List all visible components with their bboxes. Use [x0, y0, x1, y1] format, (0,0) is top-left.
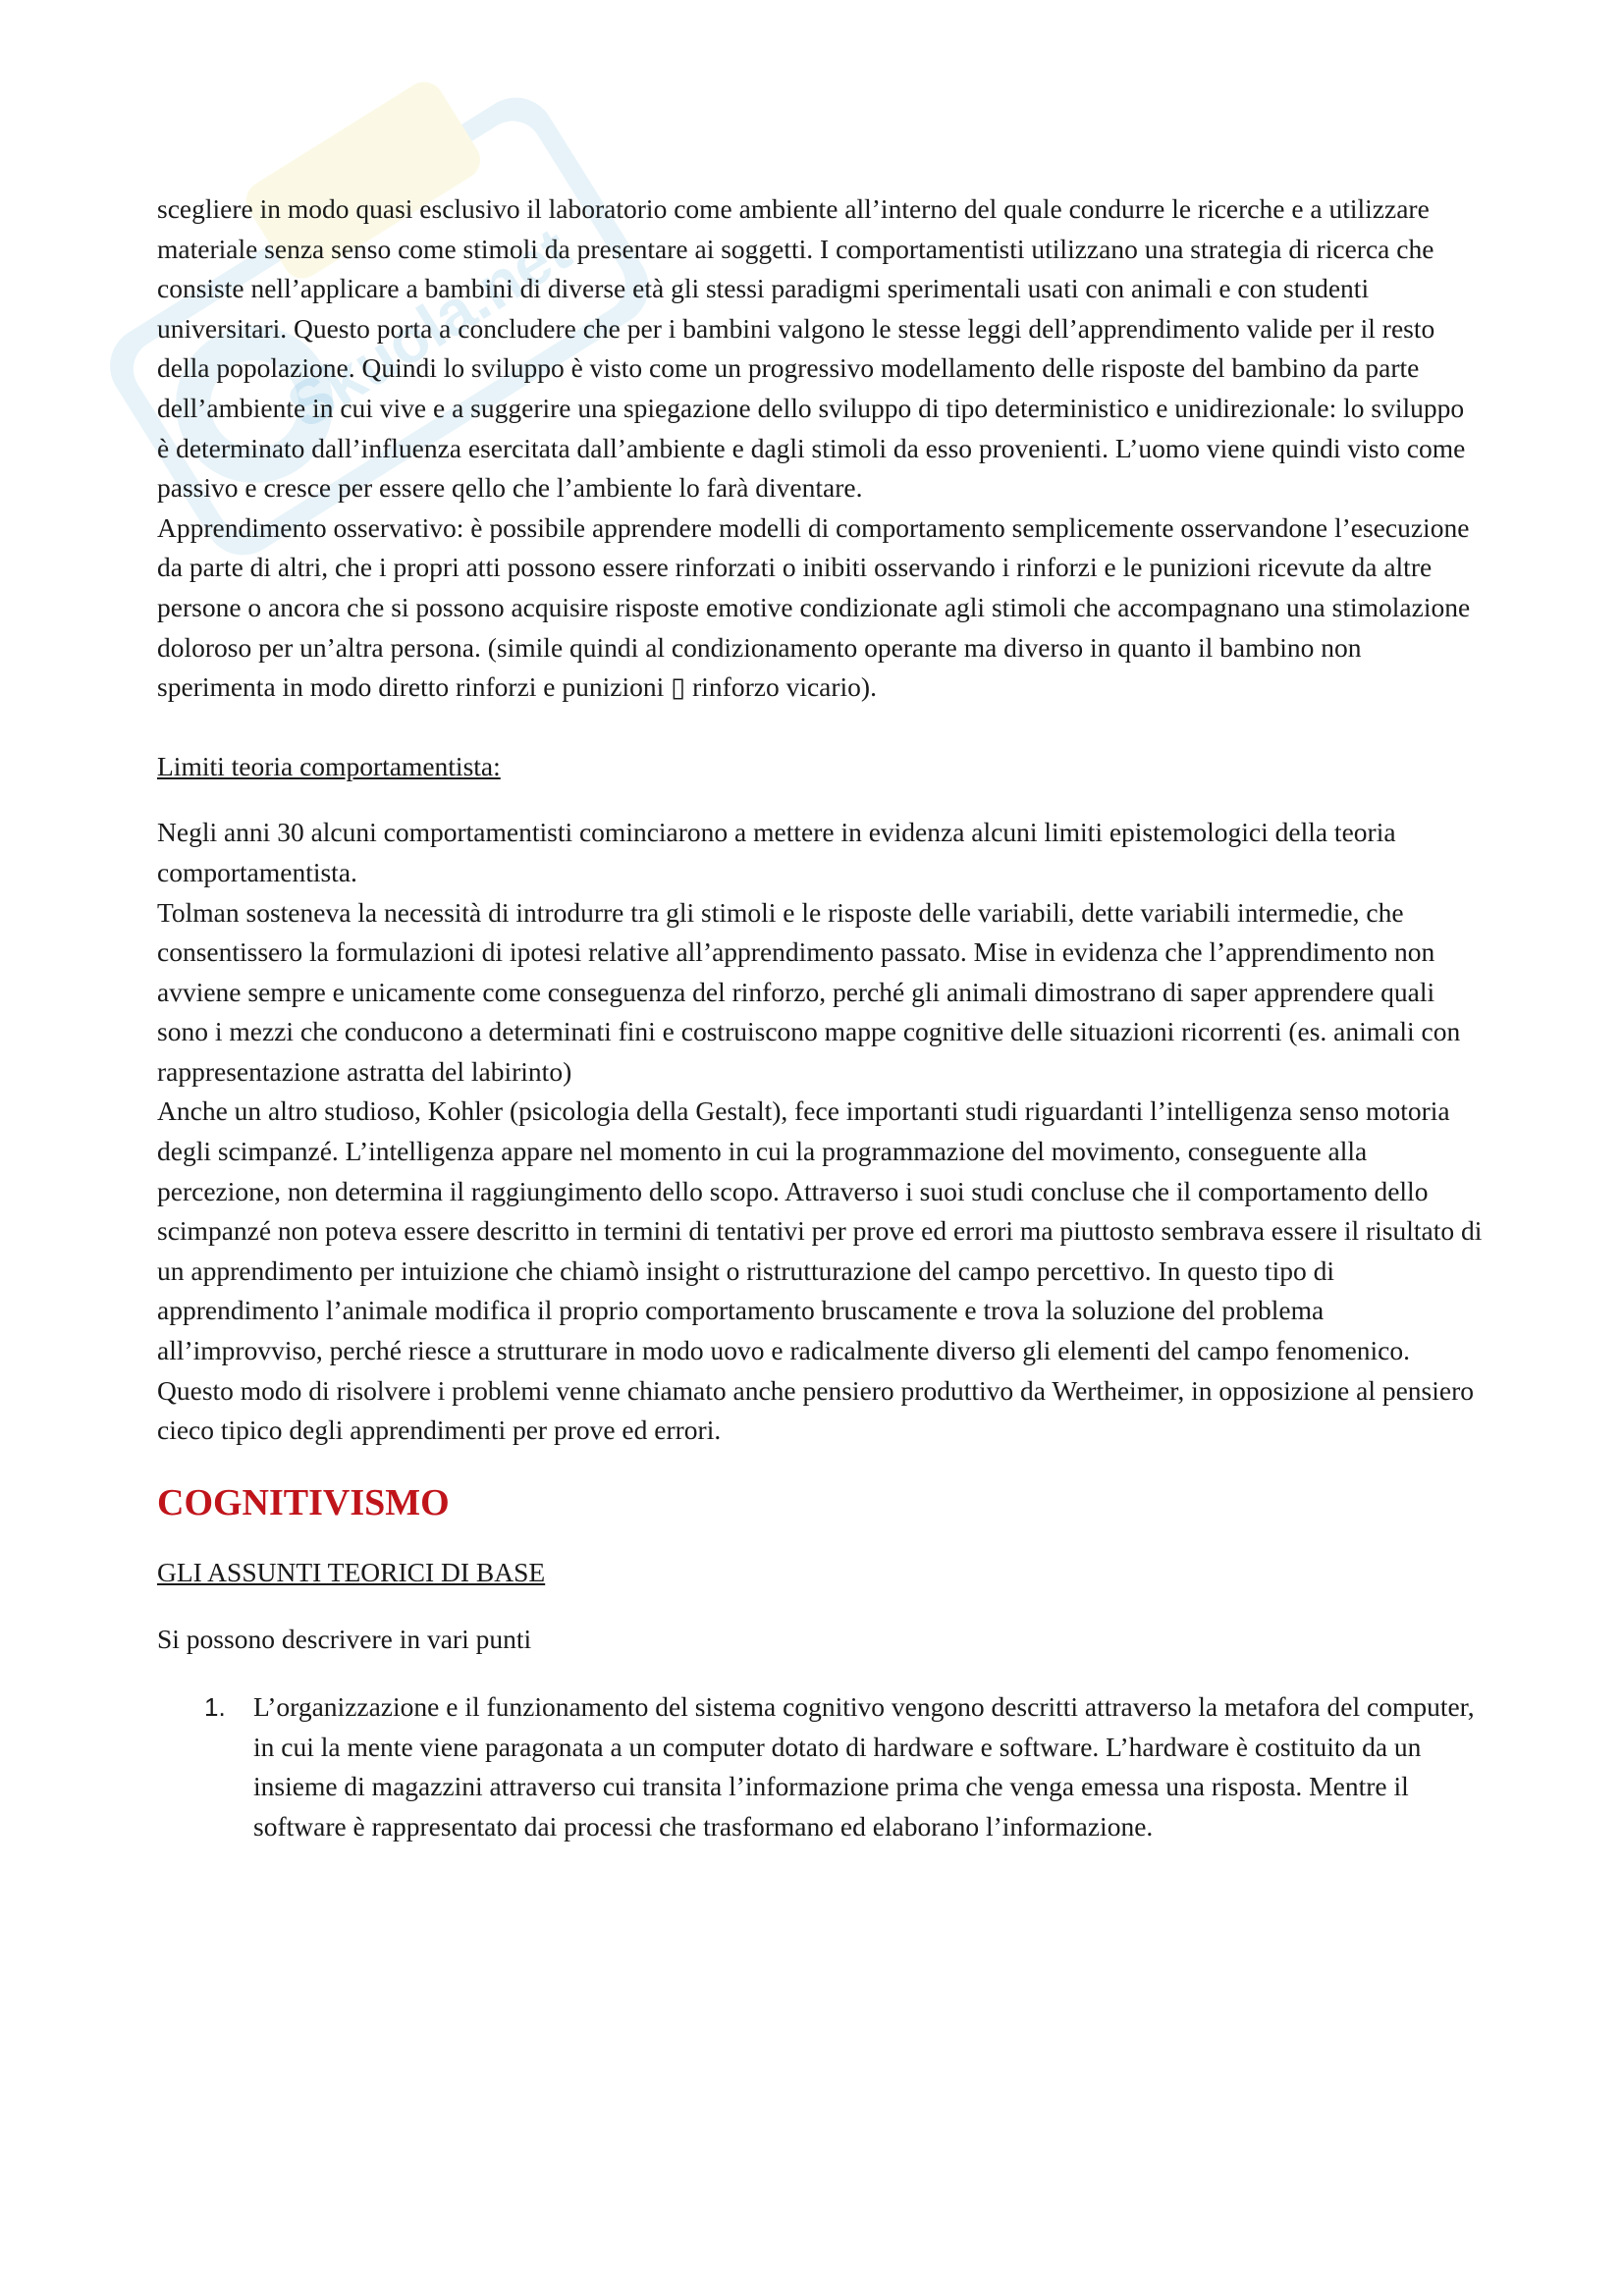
- section-title: COGNITIVISMO: [157, 1481, 450, 1523]
- sub-heading: GLI ASSUNTI TEORICI DI BASE: [157, 1556, 546, 1587]
- paragraph: scegliere in modo quasi esclusivo il laboratorio come ambiente all’interno del quale condurre le ricerche e a utilizzare materiale senza senso come stimoli da presentare ai soggetti. I comportamentisti utilizzano una strategia di ricerca che consiste nell’applicare a bambini di diverse età gli stessi paradigmi sperimentali usati con animali e con studenti universitari. Questo porta a concludere che per i bambini valgono le stesse leggi dell’apprendimento valide per il resto della popolazione. Quindi lo sviluppo è visto come un progressivo modellamento delle risposte del bambino da parte dell’ambiente in cui vive e a suggerire una spiegazione dello sviluppo di tipo deterministico e unidirezionale: lo sviluppo è determinato dall’influenza esercitata dall’ambiente e dagli stimoli da esso provenienti. L’uomo viene quindi visto come passivo e cresce per essere qello che l’ambiente lo farà diventare.: [157, 193, 1466, 504]
- watermark-text: Skuola.net: [275, 213, 582, 443]
- paragraphs-limits: [157, 813, 1483, 1451]
- paragraphs-top: [157, 189, 1483, 708]
- limits-heading: Limiti teoria comportamentista:: [157, 750, 501, 781]
- paragraph: Negli anni 30 alcuni comportamentisti cominciarono a mettere in evidenza alcuni limiti epistemologici della teoria comportamentista.: [157, 817, 1396, 887]
- list-item: [157, 1687, 1483, 1846]
- list-item-number: 1.: [204, 1692, 226, 1722]
- document-body: [157, 189, 1483, 1846]
- paragraph: Tolman sosteneva la necessità di introdurre tra gli stimoli e le risposte delle variabili, dette variabili intermedie, che consentissero la formulazioni di ipotesi relative all’apprendimento passato. Mise in evidenza che l’apprendimento non avviene sempre e unicamente come conseguenza del rinforzo, perché gli animali dimostrano di saper apprendere quali sono i mezzi che conducono a determinati fini e costruiscono mappe cognitive delle situazioni ricorrenti (es. animali con rappresentazione astratta del labirinto): [157, 896, 1461, 1087]
- paragraph: Anche un altro studioso, Kohler (psicologia della Gestalt), fece importanti studi riguardanti l’intelligenza senso motoria degli scimpanzé. L’intelligenza appare nel momento in cui la programmazione del movimento, conseguente alla percezione, non determina il raggiungimento dello scopo. Attraverso i suoi studi concluse che il comportamento dello scimpanzé non poteva essere descritto in termini di tentativi per prove ed errori ma piuttosto sembrava essere il risultato di un apprendimento per intuizione che chiamò insight o ristrutturazione del campo percettivo. In questo tipo di apprendimento l’animale modifica il proprio comportamento bruscamente e trova la soluzione del problema all’improvviso, perché riesce a strutturare in modo uovo e radicalmente diverso gli elementi del campo fenomenico. Questo modo di risolvere i problemi venne chiamato anche pensiero produttivo da Wertheimer, in opposizione al pensiero cieco tipico degli apprendimenti per prove ed errori.: [157, 1095, 1483, 1446]
- intro-text: Si possono descrivere in vari punti: [157, 1624, 532, 1655]
- list-item-text: L’organizzazione e il funzionamento del sistema cognitivo vengono descritti attraverso la metafora del computer, in cui la mente viene paragonata a un computer dotato di hardware e software. L’hardware è costituito da un insieme di magazzini attraverso cui transita l’informazione prima che venga emessa una risposta. Mentre il software è rappresentato dai processi che trasformano ed elaborano l’informazione.: [253, 1691, 1475, 1842]
- paragraph: Apprendimento osservativo: è possibile apprendere modelli di comportamento semplicemente osservandone l’esecuzione da parte di altri, che i propri atti possono essere rinforzati o inibiti osservando i rinforzi e le punizioni ricevute da altre persone o ancora che si possono acquisire risposte emotive condizionate agli stimoli che accompagnano una stimolazione doloroso per un’altra persona. (simile quindi al condizionamento operante ma diverso in quanto il bambino non sperimenta in modo diretto rinforzi e punizioni ▯ rinforzo vicario).: [157, 511, 1471, 703]
